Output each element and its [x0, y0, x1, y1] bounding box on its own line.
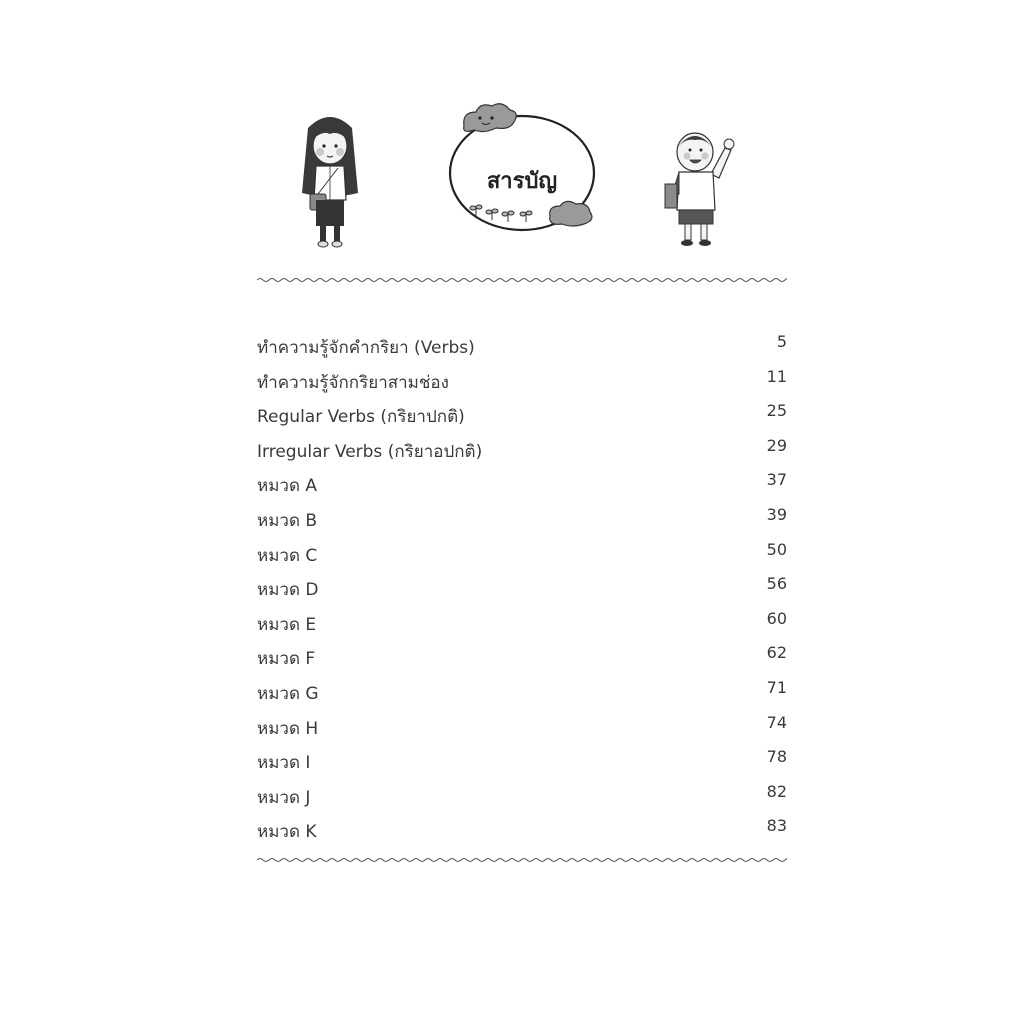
toc-entry: [257, 464, 787, 499]
toc-entry-label: Regular Verbs (กริยาปกติ): [257, 407, 465, 428]
toc-entry-page: 62: [766, 643, 787, 663]
toc-entry-label: หมวด C: [257, 545, 318, 566]
toc-entry-label: หมวด E: [257, 614, 317, 635]
girl-illustration: [290, 108, 370, 250]
toc-entry: [257, 361, 787, 396]
toc-entry-page: 71: [766, 677, 787, 697]
toc-entry-page: 37: [766, 470, 787, 490]
page-title: สารบัญ: [486, 169, 558, 194]
toc-entry: [257, 499, 787, 534]
toc-entry-page: 29: [766, 435, 787, 455]
toc-entry-label: หมวด B: [257, 510, 318, 531]
toc-entry-page: 25: [766, 401, 787, 421]
toc-entry: [257, 672, 787, 707]
toc-entry: [257, 637, 787, 672]
toc-entry-page: 50: [766, 539, 787, 559]
toc-entry-label: หมวด D: [257, 580, 319, 601]
toc-entry: [257, 534, 787, 569]
toc-entry: [257, 326, 787, 361]
wavy-divider-top: [257, 276, 787, 284]
toc-entry-page: 74: [766, 712, 787, 732]
toc-entry-label: ทำความรู้จักกริยาสามช่อง: [257, 372, 449, 393]
toc-entry-page: 56: [766, 574, 787, 594]
boy-illustration: [655, 122, 745, 252]
toc-entry: [257, 707, 787, 742]
toc-entry: [257, 810, 787, 845]
toc-entry: [257, 741, 787, 776]
toc-entry-page: 11: [766, 366, 787, 386]
toc-entry-page: 83: [766, 816, 787, 836]
wavy-divider-bottom: [257, 856, 787, 864]
table-of-contents: [257, 326, 787, 845]
toc-entry-label: หมวด J: [257, 787, 311, 808]
toc-entry-page: 82: [766, 781, 787, 801]
toc-entry-page: 60: [766, 608, 787, 628]
toc-entry-page: 5: [776, 332, 787, 351]
toc-entry: [257, 395, 787, 430]
toc-entry-label: ทำความรู้จักคำกริยา (Verbs): [257, 338, 475, 358]
toc-entry-page: 78: [766, 747, 787, 767]
toc-entry: [257, 603, 787, 638]
toc-entry-label: Irregular Verbs (กริยาอปกติ): [257, 441, 483, 462]
toc-entry-page: 39: [766, 504, 787, 524]
toc-entry-label: หมวด K: [257, 822, 317, 843]
toc-entry-label: หมวด G: [257, 683, 319, 704]
toc-entry-label: หมวด I: [257, 753, 311, 774]
toc-entry-label: หมวด H: [257, 718, 319, 739]
toc-entry: [257, 776, 787, 811]
toc-entry-label: หมวด F: [257, 649, 316, 670]
toc-entry-label: หมวด A: [257, 476, 318, 497]
toc-entry: [257, 430, 787, 465]
toc-entry: [257, 568, 787, 603]
